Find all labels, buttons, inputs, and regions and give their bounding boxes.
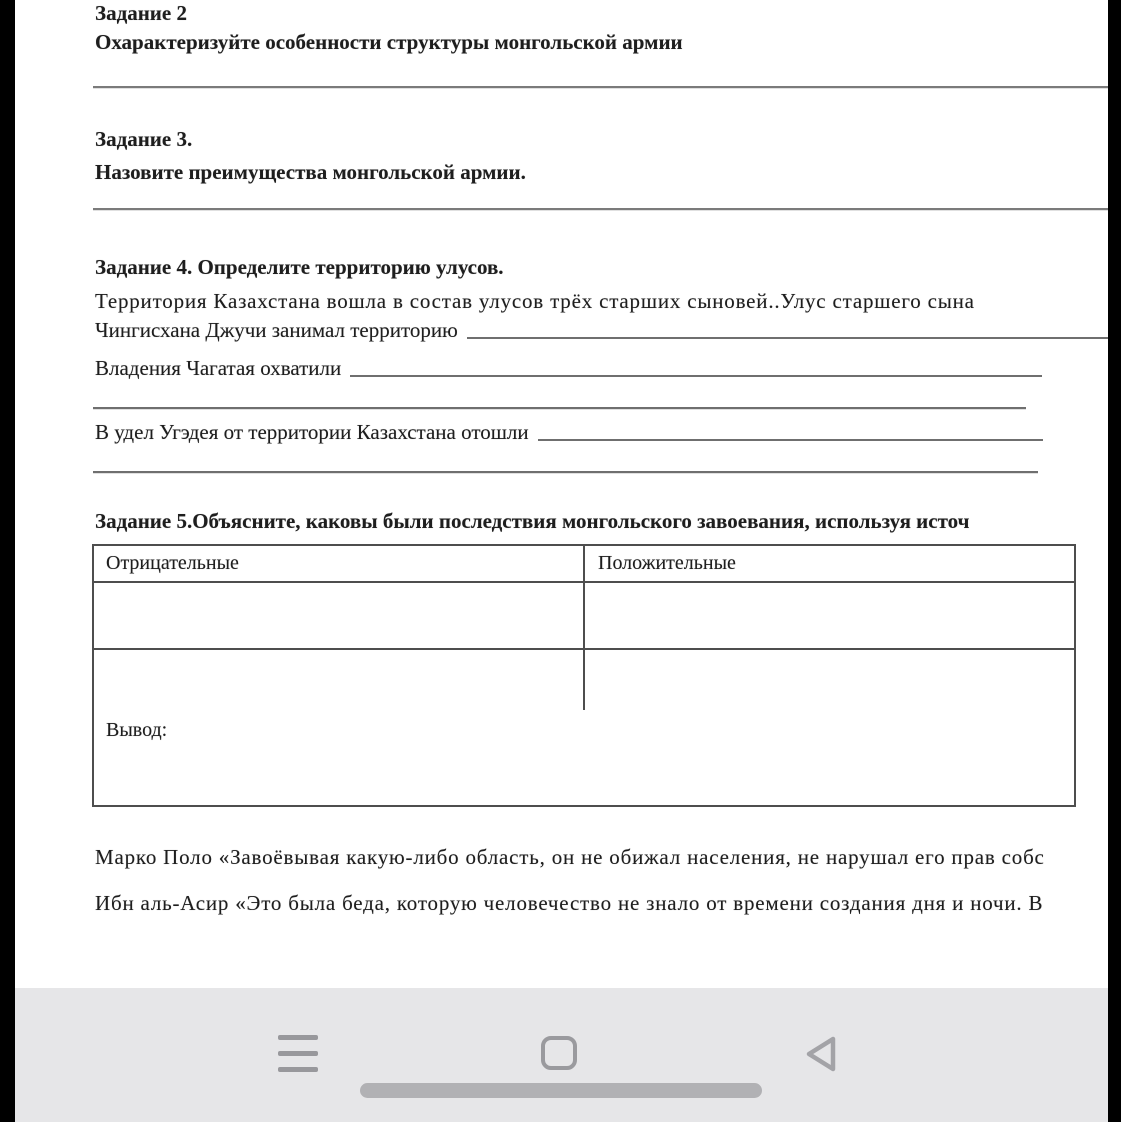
consequences-table (92, 544, 1076, 807)
task4-blank1-label: Чингисхана Джучи занимал территорию (95, 318, 458, 342)
task4-title: Задание 4. Определите территорию улусов. (95, 255, 504, 279)
task4-blank-ugedei (95, 420, 1043, 444)
answer-rule-task3 (93, 208, 1108, 210)
home-icon (541, 1036, 577, 1070)
home-button[interactable] (541, 1036, 579, 1072)
gesture-pill-handle[interactable] (360, 1083, 762, 1098)
task4-blank2-label: Владения Чагатая охватили (95, 356, 342, 380)
task4-continuation-line-1 (93, 407, 1026, 409)
task4-blank2-underline (350, 375, 1042, 377)
back-icon (803, 1034, 839, 1074)
task4-blank1-underline (467, 337, 1108, 339)
quote-marco-polo: Марко Поло «Завоёвывая какую-либо область, он не обижал населения, не нарушал его прав собс (95, 845, 1045, 869)
table-conclusion-label: Вывод: (106, 719, 168, 741)
task4-blank-chagatai (95, 356, 1042, 380)
task2-title: Задание 2 (95, 1, 187, 25)
table-header-positive: Положительные (598, 552, 736, 574)
quote-ibn-al-athir: Ибн аль-Асир «Это была беда, которую человечество не знало от времени создания дня и ночи. В (95, 891, 1044, 915)
task2-prompt: Охарактеризуйте особенности структуры монгольской армии (95, 30, 683, 54)
task4-blank-dzhuchi (95, 318, 1108, 342)
task4-blank3-underline (538, 439, 1043, 441)
task4-continuation-line-2 (93, 471, 1038, 473)
menu-button[interactable] (278, 1035, 318, 1073)
android-navbar (15, 988, 1108, 1122)
back-button[interactable] (803, 1034, 839, 1074)
answer-rule-task2 (93, 86, 1108, 88)
task3-prompt: Назовите преимущества монгольской армии. (95, 160, 526, 184)
task4-intro: Территория Казахстана вошла в состав улусов трёх старших сыновей..Улус старшего сына (95, 289, 975, 313)
table-column-divider (583, 546, 585, 710)
document-page (15, 0, 1108, 988)
task4-blank3-label: В удел Угэдея от территории Казахстана отошли (95, 420, 529, 444)
task5-title: Задание 5.Объясните, каковы были последствия монгольского завоевания, используя источ (95, 509, 970, 533)
task3-title: Задание 3. (95, 127, 193, 151)
table-header-negative: Отрицательные (106, 552, 239, 574)
